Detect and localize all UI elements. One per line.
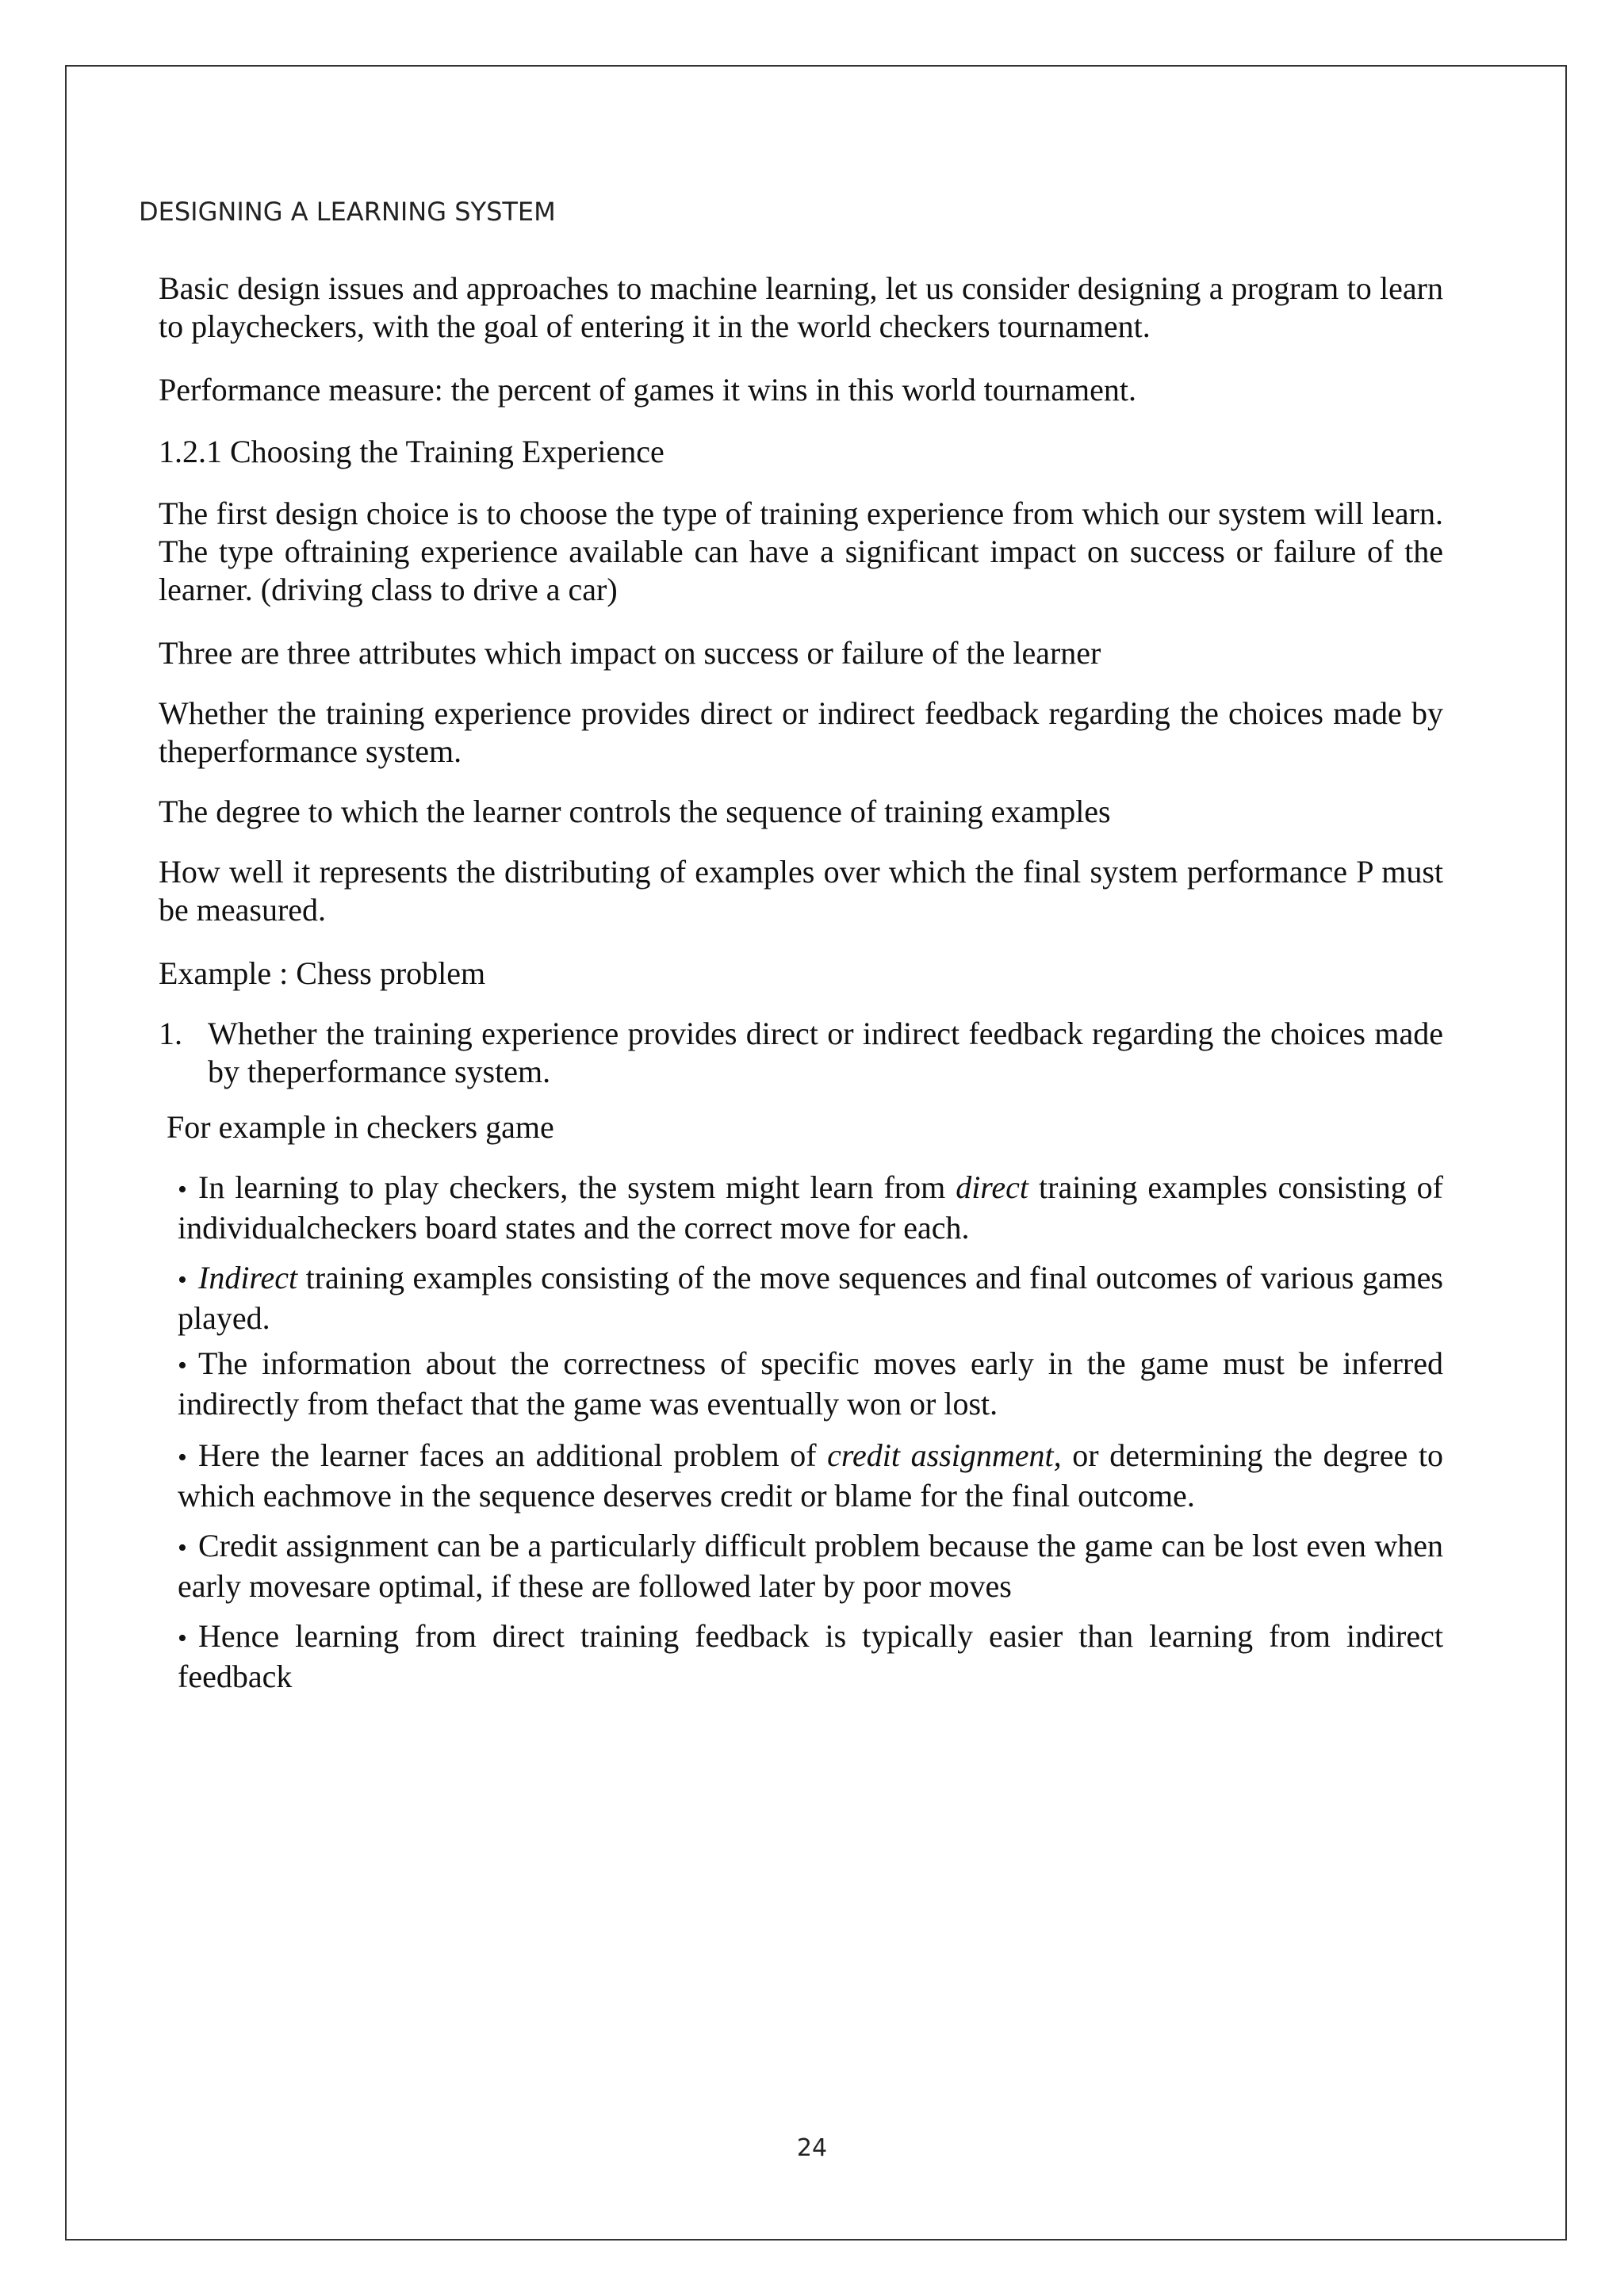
bullet-symbol: • <box>178 1443 187 1472</box>
example-intro: For example in checkers game <box>167 1109 554 1145</box>
page-number: 24 <box>796 2134 828 2162</box>
bullet-credit-assignment: • Here the learner faces an additional problem of credit assignment, or determining the degree to which eachmove in the sequence deserves credit or blame for the final outcome. <box>178 1437 1443 1513</box>
paragraph-attribute-distribution: How well it represents the distributing of examples over which the final system performance P must be measured. <box>159 854 1443 928</box>
paragraph-performance-measure: Performance measure: the percent of games it wins in this world tournament. <box>159 372 1136 408</box>
paragraph-attribute-feedback: Whether the training experience provides direct or indirect feedback regarding the choices made by theperformance system. <box>159 695 1443 769</box>
bullet-direct-easier: • Hence learning from direct training feedback is typically easier than learning from indirect feedback <box>178 1618 1443 1694</box>
numbered-item <box>159 1015 1443 1091</box>
item-number: 1. <box>159 1016 182 1051</box>
bullet-symbol: • <box>178 1175 187 1204</box>
bullet-symbol: • <box>178 1351 187 1380</box>
paragraph-example-chess: Example : Chess problem <box>159 955 486 991</box>
bullet-symbol: • <box>178 1533 187 1563</box>
bullet-symbol: • <box>178 1624 187 1653</box>
subsection-title: 1.2.1 Choosing the Training Experience <box>159 434 665 469</box>
bullet-direct-examples: • In learning to play checkers, the system might learn from direct training examples consisting of individualcheckers board states and the correct move for each. <box>178 1169 1443 1246</box>
paragraph-three-attributes: Three are three attributes which impact on success or failure of the learner <box>159 635 1101 671</box>
paragraph-design-choice: The first design choice is to choose the type of training experience from which our system will learn. The type oftraining experience available can have a significant impact on success or failure of the learner. (driving class to drive a car) <box>159 496 1443 607</box>
paragraph-intro: Basic design issues and approaches to machine learning, let us consider designing a program to learn to playcheckers, with the goal of entering it in the world checkers tournament. <box>159 270 1443 344</box>
bullet-symbol: • <box>178 1265 187 1295</box>
paragraph-attribute-control: The degree to which the learner controls the sequence of training examples <box>159 794 1111 829</box>
bullet-indirect-examples: • Indirect training examples consisting of the move sequences and final outcomes of various games played. <box>178 1260 1443 1336</box>
bullet-credit-difficulty: • Credit assignment can be a particularly difficult problem because the game can be lost even when early movesare optimal, if these are followed later by poor moves <box>178 1528 1443 1604</box>
bullet-correctness-inferred: • The information about the correctness of specific moves early in the game must be inferred indirectly from thefact that the game was eventually won or lost. <box>178 1345 1443 1422</box>
section-heading: DESIGNING A LEARNING SYSTEM <box>139 197 556 227</box>
item-text: Whether the training experience provides direct or indirect feedback regarding the choices made by theperformance system. <box>208 1016 1443 1089</box>
